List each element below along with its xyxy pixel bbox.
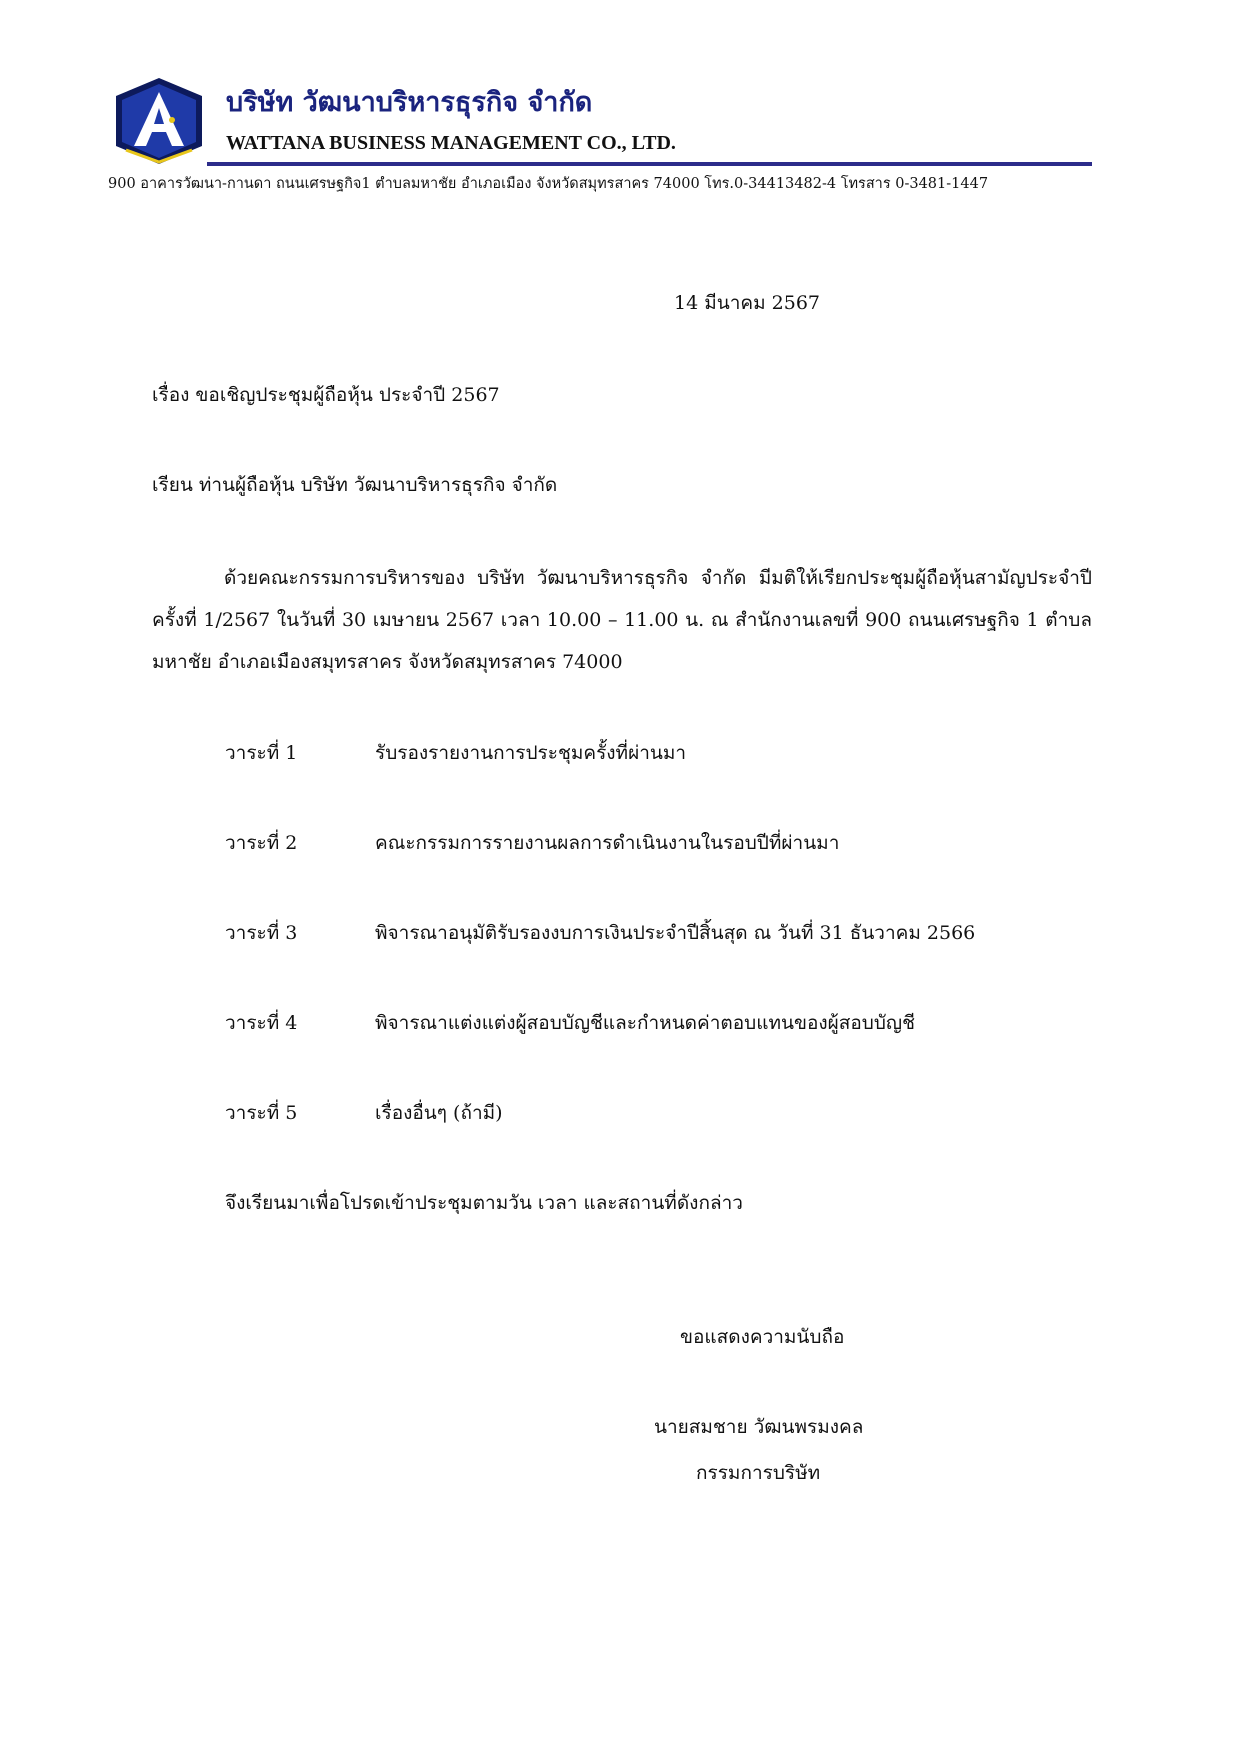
agenda-item-text: คณะกรรมการรายงานผลการดำเนินงานในรอบปีที่ผ่านมา: [375, 832, 840, 854]
letter-subject: เรื่อง ขอเชิญประชุมผู้ถือหุ้น ประจำปี 2567: [152, 384, 500, 406]
agenda-item-label: วาระที่ 2: [225, 832, 298, 854]
signer-name: นายสมชาย วัฒนพรมงคล: [654, 1416, 864, 1438]
company-logo: [112, 76, 206, 166]
agenda-item-label: วาระที่ 4: [225, 1012, 298, 1034]
agenda-item-label: วาระที่ 3: [225, 922, 298, 944]
agenda-item-label: วาระที่ 5: [225, 1102, 298, 1124]
header-divider: [207, 162, 1092, 166]
letter-body-paragraph: [152, 557, 1092, 683]
agenda-item-text: รับรองรายงานการประชุมครั้งที่ผ่านมา: [375, 742, 687, 764]
letter-recipient: เรียน ท่านผู้ถือหุ้น บริษัท วัฒนาบริหารธุรกิจ จำกัด: [152, 474, 558, 496]
company-name-english: WATTANA BUSINESS MANAGEMENT CO., LTD.: [226, 132, 676, 154]
letter-body-text: ด้วยคณะกรรมการบริหารของ บริษัท วัฒนาบริหารธุรกิจ จำกัด มีมติให้เรียกประชุมผู้ถือหุ้นสามัญประจำปี ครั้งที่ 1/2567 ในวันที่ 30 เมษายน 2567 เวลา 10.00 – 11.00 น. ณ สำนักงานเลขที่ 900 ถนนเศรษฐกิจ 1 ตำบลมหาชัย อำเภอเมืองสมุทรสาคร จังหวัดสมุทรสาคร 74000: [152, 567, 1092, 673]
agenda-item-label: วาระที่ 1: [225, 742, 298, 764]
letter-closing-line: จึงเรียนมาเพื่อโปรดเข้าประชุมตามวัน เวลา และสถานที่ดังกล่าว: [225, 1192, 743, 1214]
letterhead: [108, 70, 1092, 195]
letter-salutation: ขอแสดงความนับถือ: [680, 1326, 845, 1348]
agenda-item-text: พิจารณาแต่งแต่งผู้สอบบัญชีและกำหนดค่าตอบแทนของผู้สอบบัญชี: [375, 1012, 915, 1034]
company-address: 900 อาคารวัฒนา-กานดา ถนนเศรษฐกิจ1 ตำบลมหาชัย อำเภอเมือง จังหวัดสมุทรสาคร 74000 โทร.0-34413482-4 โทรสาร 0-3481-1447: [108, 176, 989, 192]
agenda-item-text: พิจารณาอนุมัติรับรองงบการเงินประจำปีสิ้นสุด ณ วันที่ 31 ธันวาคม 2566: [375, 922, 976, 944]
agenda-item-text: เรื่องอื่นๆ (ถ้ามี): [375, 1102, 503, 1124]
company-name-thai: บริษัท วัฒนาบริหารธุรกิจ จำกัด: [226, 87, 593, 118]
letter-date: 14 มีนาคม 2567: [674, 292, 821, 314]
signer-title: กรรมการบริษัท: [696, 1462, 821, 1484]
